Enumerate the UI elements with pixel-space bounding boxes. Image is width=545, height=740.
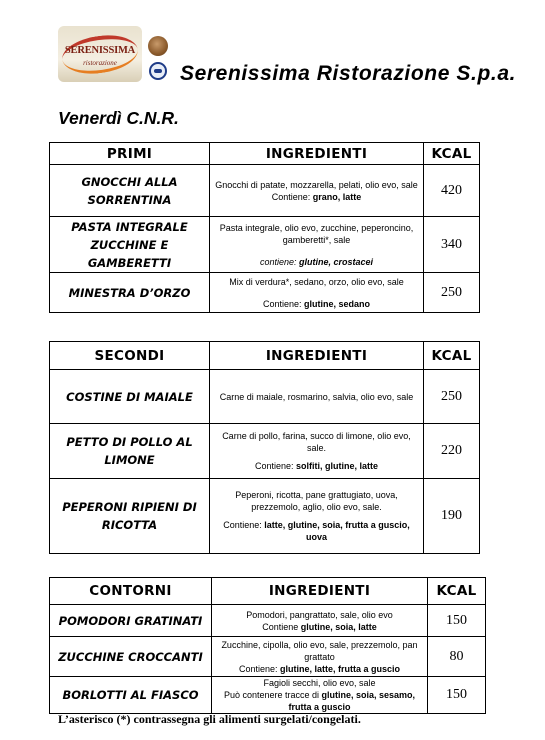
dish-name: MINESTRA D’ORZO	[50, 273, 210, 313]
ingredients-text: Mix di verdura*, sedano, orzo, olio evo, sale	[229, 276, 404, 287]
table-row	[50, 479, 480, 554]
kcal-value: 340	[424, 217, 480, 273]
table-row	[50, 424, 480, 479]
table-header-row	[50, 578, 486, 605]
kcal-value: 250	[424, 273, 480, 313]
allergens-line	[213, 191, 420, 203]
allergens-line	[213, 298, 420, 310]
kcal-value: 220	[424, 424, 480, 479]
allergens-line	[213, 256, 420, 268]
contains-label: Contiene:	[254, 461, 294, 471]
allergens: glutine, crostacei	[299, 256, 374, 267]
dish-name: PEPERONI RIPIENI DI RICOTTA	[50, 479, 210, 554]
dish-ingredients	[210, 273, 424, 313]
allergens-line	[215, 663, 424, 675]
table-header-row	[50, 342, 480, 370]
menu-day: Venerdì C.N.R.	[58, 108, 179, 128]
dish-name: GNOCCHI ALLA SORRENTINA	[50, 165, 210, 217]
allergens: glutine, latte, frutta a guscio	[280, 663, 401, 674]
table-row	[50, 677, 486, 714]
contains-label: contiene:	[259, 256, 297, 267]
ingredients-text: Pasta integrale, olio evo, zucchine, peperoncino, gamberetti*, sale	[219, 222, 414, 245]
allergens: latte, glutine, soia, frutta a guscio, uova	[264, 520, 410, 542]
footnote: L’asterisco (*) contrassegna gli alimenti surgelati/congelati.	[58, 712, 361, 726]
table-row	[50, 637, 486, 677]
ingredients-text: Pomodori, pangrattato, sale, olio evo	[246, 609, 393, 620]
allergens-line	[213, 519, 420, 543]
dish-name: POMODORI GRATINATI	[50, 605, 212, 637]
allergens: glutine, sedano	[304, 298, 371, 309]
contains-label: Può contenere tracce di	[223, 690, 319, 700]
ingredients-text: Carne di pollo, farina, succo di limone, olio evo, sale.	[222, 431, 411, 453]
kcal-value: 80	[428, 637, 486, 677]
primi-table	[49, 142, 480, 313]
dish-name: PETTO DI POLLO AL LIMONE	[50, 424, 210, 479]
table-row	[50, 605, 486, 637]
allergens: glutine, soia, latte	[300, 621, 377, 632]
company-logo	[58, 26, 142, 82]
certification-seal-icon	[148, 36, 168, 56]
contains-label: Contiene	[262, 621, 299, 632]
allergens: solfiti, glutine, latte	[296, 461, 379, 471]
table-header-row	[50, 143, 480, 165]
section-title: PRIMI	[50, 143, 210, 165]
ingredients-header: INGREDIENTI	[210, 143, 424, 165]
allergens-line	[213, 460, 420, 472]
contains-label: Contiene:	[262, 298, 302, 309]
dish-ingredients	[210, 370, 424, 424]
section-title: SECONDI	[50, 342, 210, 370]
section-title: CONTORNI	[50, 578, 212, 605]
kcal-header: KCAL	[424, 143, 480, 165]
dish-name: BORLOTTI AL FIASCO	[50, 677, 212, 714]
allergens-line	[215, 689, 424, 713]
dish-name: PASTA INTEGRALE ZUCCHINE E GAMBERETTI	[50, 217, 210, 273]
dish-name: COSTINE DI MAIALE	[50, 370, 210, 424]
allergens-line	[215, 621, 424, 633]
contorni-table	[49, 577, 486, 714]
dish-ingredients	[212, 637, 428, 677]
quality-badge-icon	[149, 62, 167, 80]
ingredients-header: INGREDIENTI	[210, 342, 424, 370]
table-row	[50, 273, 480, 313]
kcal-header: KCAL	[428, 578, 486, 605]
ingredients-text: Fagioli secchi, olio evo, sale	[263, 678, 376, 688]
dish-ingredients	[210, 424, 424, 479]
ingredients-text: Carne di maiale, rosmarino, salvia, olio evo, sale	[219, 391, 414, 402]
secondi-table	[49, 341, 480, 554]
logo-subtitle: ristorazione	[83, 59, 117, 67]
contains-label: Contiene:	[223, 520, 262, 530]
dish-ingredients	[210, 479, 424, 554]
table-row	[50, 217, 480, 273]
kcal-value: 150	[428, 677, 486, 714]
contains-label: Contiene:	[238, 663, 278, 674]
kcal-value: 420	[424, 165, 480, 217]
company-name: Serenissima Ristorazione S.p.a.	[180, 62, 517, 85]
allergens: glutine, soia, sesamo, frutta a guscio	[288, 690, 416, 712]
dish-ingredients	[210, 165, 424, 217]
kcal-header: KCAL	[424, 342, 480, 370]
dish-ingredients	[212, 605, 428, 637]
kcal-value: 150	[428, 605, 486, 637]
contains-label: Contiene:	[271, 191, 311, 202]
ingredients-text: Peperoni, ricotta, pane grattugiato, uova, prezzemolo, aglio, olio evo, sale.	[235, 490, 398, 512]
dish-ingredients	[212, 677, 428, 714]
table-row	[50, 165, 480, 217]
allergens: grano, latte	[312, 191, 362, 202]
kcal-value: 190	[424, 479, 480, 554]
dish-name: ZUCCHINE CROCCANTI	[50, 637, 212, 677]
kcal-value: 250	[424, 370, 480, 424]
ingredients-text: Zucchine, cipolla, olio evo, sale, prezzemolo, pan grattato	[221, 639, 418, 662]
ingredients-text: Gnocchi di patate, mozzarella, pelati, olio evo, sale	[215, 179, 418, 190]
logo-name: SERENISSIMA	[64, 45, 136, 56]
ingredients-header: INGREDIENTI	[212, 578, 428, 605]
table-row	[50, 370, 480, 424]
dish-ingredients	[210, 217, 424, 273]
